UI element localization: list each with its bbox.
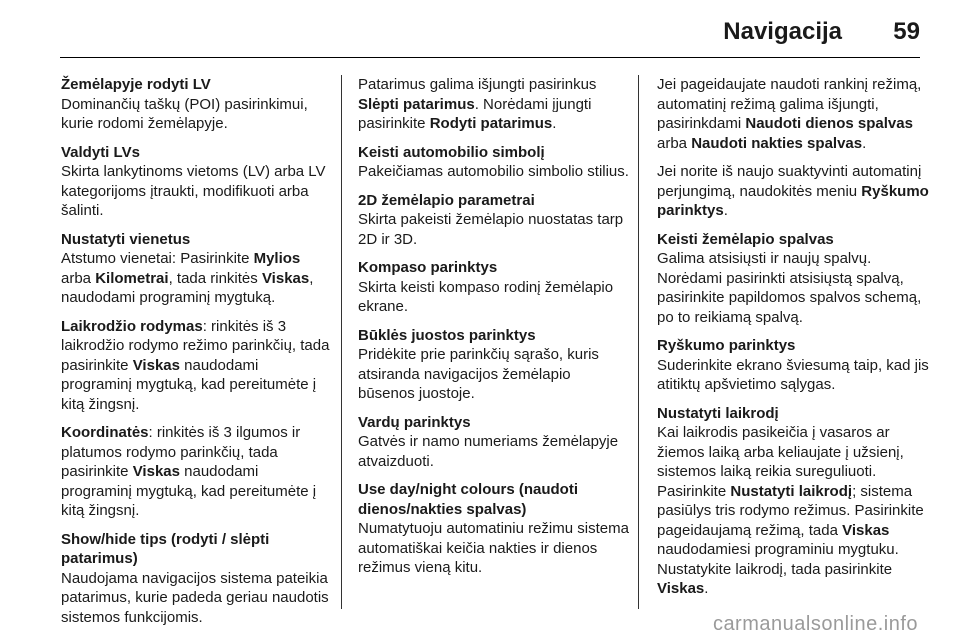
section-body: Suderinkite ekrano šviesumą taip, kad jis atitiktų apšvietimo sąlygas. [657, 356, 929, 393]
section-heading: Keisti žemėlapio spalvas [657, 230, 834, 248]
section-heading: Kompaso parinktys [358, 259, 498, 276]
column-divider [341, 75, 342, 609]
header-rule [60, 57, 920, 58]
section-body: Gatvės ir namo numeriams žemėlapyje atvaizduoti. [358, 433, 619, 470]
page-header [0, 0, 960, 62]
page-number: 59 [893, 18, 920, 45]
section-body: Skirta keisti kompaso rodinį žemėlapio ekrane. [358, 278, 614, 315]
watermark: carmanualsonline.info [712, 613, 918, 635]
section-body: Numatytuoju automatiniu režimu sistema automatiškai keičia nakties ir dienos režimus vieną kitu. [358, 520, 629, 576]
section-body: Pridėkite prie parinkčių sąrašo, kuris atsiranda navigacijos žemėlapio būsenos juostoje. [358, 346, 599, 402]
section-heading: Vardų parinktys [358, 413, 471, 431]
section-heading: Ryškumo parinktys [657, 337, 796, 354]
section-body: Naudojama navigacijos sistema pateikia patarimus, kurie padeda geriau naudotis sistemos funkcijomis. [61, 569, 329, 626]
section-body: Jei norite iš naujo suaktyvinti automatinį perjungimą, naudokitės meniu Ryškumo parinktys. [657, 163, 929, 219]
section-heading: Keisti automobilio simbolį [358, 143, 545, 161]
section-heading: Nustatyti laikrodį [657, 404, 779, 422]
section-body: Patarimus galima išjungti pasirinkus Slėpti patarimus. Norėdami įjungti pasirinkite Rodyti patarimus. [358, 76, 597, 132]
column-3 [657, 75, 929, 608]
section-heading: 2D žemėlapio parametrai [358, 191, 535, 209]
section-body: Atstumo vienetai: Pasirinkite Mylios arba Kilometrai, tada rinkitės Viskas, naudodami programinį mygtuką. [61, 250, 314, 306]
section-heading: Valdyti LVs [61, 143, 140, 161]
section-body: Jei pageidaujate naudoti rankinį režimą, automatinį režimą galima išjungti, pasirinkdami Naudoti dienos spalvas arba Naudoti nakties spalvas. [657, 76, 922, 152]
section-body: Galima atsisiųsti ir naujų spalvų. Norėdami pasirinkti atsisiųstą spalvą, pasirinkite papildomos spalvos schemą, po to reikiamą spalvą. [657, 250, 922, 326]
section-body: Skirta pakeisti žemėlapio nuostatas tarp 2D ir 3D. [358, 211, 624, 248]
section-body: Skirta lankytinoms vietoms (LV) arba LV kategorijoms įtraukti, modifikuoti arba šalinti. [61, 163, 326, 219]
section-heading: Nustatyti vienetus [61, 230, 191, 248]
section-title: Navigacija [723, 18, 842, 45]
section-body: Dominančių taškų (POI) pasirinkimui, kurie rodomi žemėlapyje. [61, 95, 308, 132]
column-divider [638, 75, 639, 609]
section-body: Laikrodžio rodymas: rinkitės iš 3 laikrodžio rodymo režimo parinkčių, tada pasirinkite Viskas naudodami programinį mygtuką, kad pereitumėte į kitą žingsnį. [61, 317, 330, 413]
column-2 [358, 75, 630, 587]
section-heading: Žemėlapyje rodyti LV [61, 76, 211, 93]
section-heading: Būklės juostos parinktys [358, 326, 536, 344]
section-body: Pakeičiamas automobilio simbolio stilius. [358, 163, 629, 180]
column-1 [61, 75, 333, 636]
section-body: Kai laikrodis pasikeičia į vasaros ar žiemos laiką arba keliaujate į užsienį, sistemos laiką reikia sureguliuoti. Pasirinkite Nustatyti laikrodį; sistema pasiūlys tris rodymo režimus. Pasirinkite pageidaujamą režimą, tada Viskas naudodamiesi programiniu mygtuku. Nustatykite laikrodį, tada pasirinkite Viskas. [657, 424, 924, 597]
section-heading: Use day/night colours (naudoti dienos/nakties spalvas) [358, 481, 579, 518]
section-body: Koordinatės: rinkitės iš 3 ilgumos ir platumos rodymo parinkčių, tada pasirinkite Viskas naudodami programinį mygtuką, kad pereitumėte į kitą žingsnį. [61, 424, 317, 519]
section-heading: Show/hide tips (rodyti / slėpti patarimus) [61, 530, 270, 567]
